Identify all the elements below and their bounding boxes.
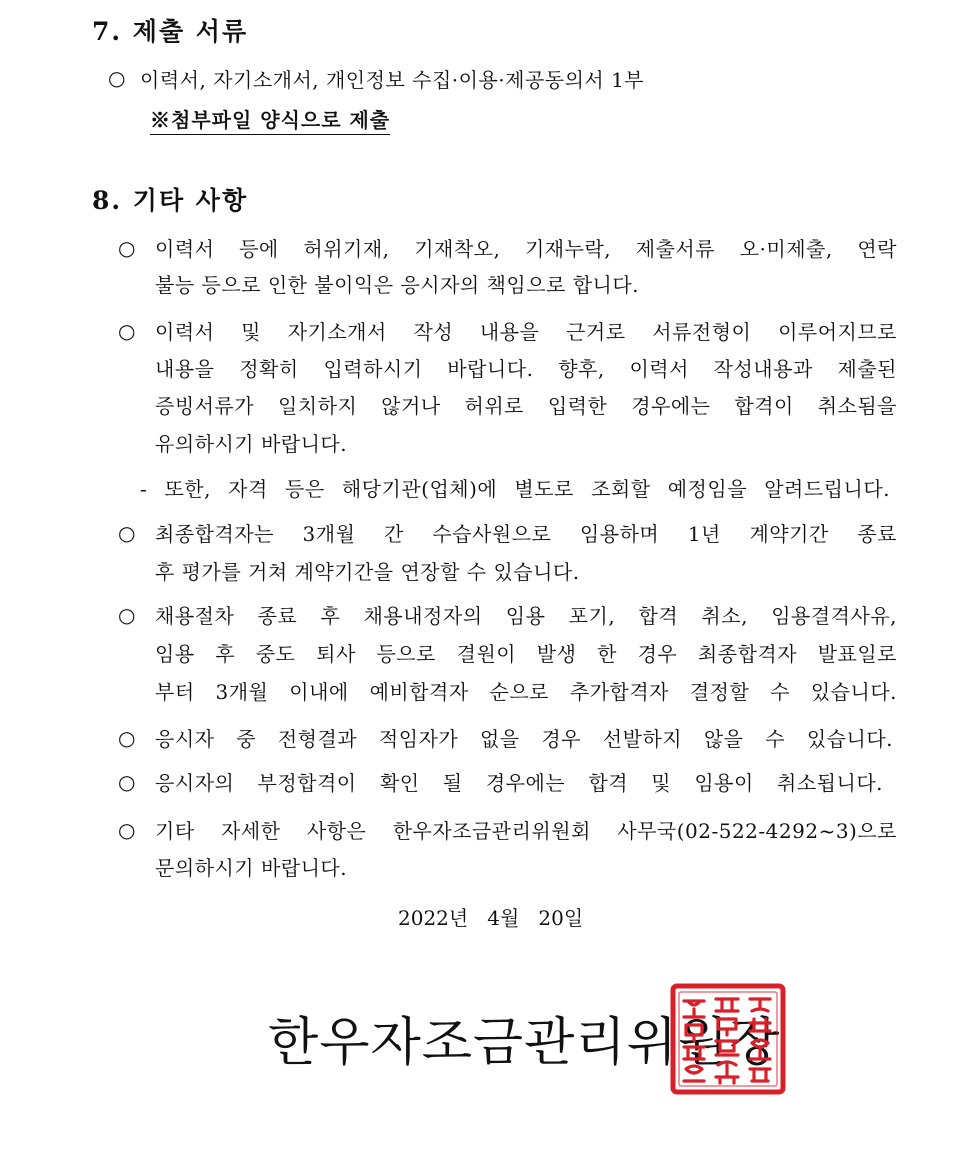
- notice-line: 내용을 정확히 입력하시기 바랍니다. 향후, 이력서 작성내용과 제출된: [155, 357, 897, 381]
- notice-line: 후 평가를 거쳐 계약기간을 연장할 수 있습니다.: [155, 560, 580, 584]
- attachment-note: ※첨부파일 양식으로 제출: [150, 104, 390, 135]
- bullet-icon: ○: [118, 521, 136, 545]
- notice-line: 응시자 중 전형결과 적임자가 없을 경우 선발하지 않을 수 있습니다.: [155, 727, 893, 751]
- notice-line: 증빙서류가 일치하지 않거나 허위로 입력한 경우에는 합격이 취소됨을: [155, 394, 897, 418]
- notice-line: 유의하시기 바랍니다.: [155, 432, 348, 456]
- notice-line: 채용절차 종료 후 채용내정자의 임용 포기, 합격 취소, 임용결격사유,: [155, 604, 897, 628]
- bullet-icon: ○: [118, 726, 136, 750]
- bullet-icon: ○: [118, 818, 136, 842]
- notice-line: 부터 3개월 이내에 예비합격자 순으로 추가합격자 결정할 수 있습니다.: [155, 680, 897, 704]
- notice-line: 임용 후 중도 퇴사 등으로 결원이 발생 한 경우 최종합격자 발표일로: [155, 642, 897, 666]
- bullet-icon: ○: [118, 770, 136, 794]
- notice-line: 문의하시기 바랍니다.: [155, 856, 348, 880]
- notice-line: 최종합격자는 3개월 간 수습사원으로 임용하며 1년 계약기간 종료: [155, 522, 897, 546]
- section-7-heading: 7. 제출 서류: [92, 17, 249, 46]
- section-7-item: 이력서, 자기소개서, 개인정보 수집·이용·제공동의서 1부: [140, 68, 645, 92]
- sub-note: - 또한, 자격 등은 해당기관(업체)에 별도로 조회할 예정임을 알려드립니다.: [140, 477, 890, 501]
- issue-date: 2022년 4월 20일: [398, 906, 584, 930]
- bullet-icon: ○: [118, 603, 136, 627]
- bullet-icon: ○: [108, 66, 126, 90]
- notice-line: 이력서 및 자기소개서 작성 내용을 근거로 서류전형이 이루어지므로: [155, 320, 897, 344]
- bullet-icon: ○: [118, 319, 136, 343]
- notice-line: 이력서 등에 허위기재, 기재착오, 기재누락, 제출서류 오·미제출, 연락: [155, 237, 897, 261]
- section-8-heading: 8. 기타 사항: [92, 186, 249, 215]
- notice-line: 기타 자세한 사항은 한우자조금관리위원회 사무국(02-522-4292~3)으로: [155, 819, 897, 843]
- notice-line: 응시자의 부정합격이 확인 될 경우에는 합격 및 임용이 취소됩니다.: [155, 771, 883, 795]
- signer-name: 한우자조금관리위원장: [268, 1013, 781, 1073]
- notice-line: 불능 등으로 인한 불이익은 응시자의 책임으로 합니다.: [155, 273, 640, 297]
- bullet-icon: ○: [118, 236, 136, 260]
- official-seal-icon: [670, 983, 786, 1095]
